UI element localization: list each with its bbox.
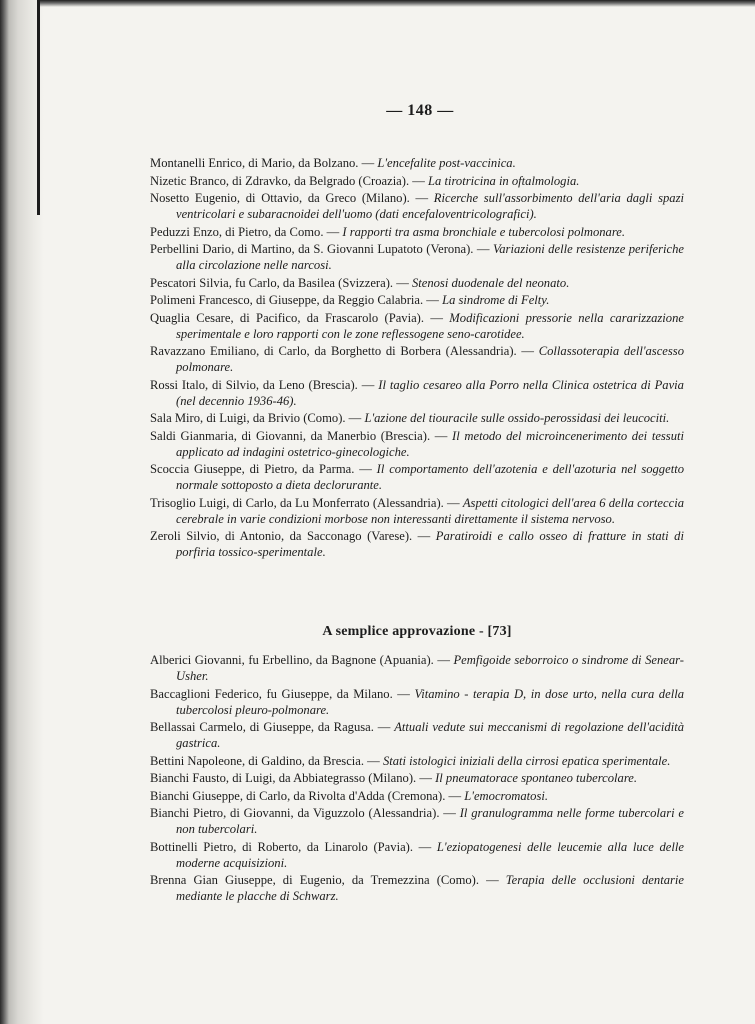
page-number: — 148 — bbox=[386, 102, 454, 119]
thesis-entry bbox=[150, 173, 684, 189]
entry-thesis-title: Pemfigoide seborroico o sindrome di Senear-Usher. bbox=[176, 653, 684, 683]
thesis-entry bbox=[150, 788, 684, 804]
entry-author: Alberici Giovanni, fu Erbellino, da Bagnone (Apuania). — bbox=[150, 653, 450, 667]
entry-thesis-title: Il granulogramma nelle forme tubercolari e non tubercolari. bbox=[176, 806, 685, 836]
entry-thesis-title: I rapporti tra asma bronchiale e tubercolosi polmonare. bbox=[342, 224, 626, 239]
entry-thesis-title: L'encefalite post-vaccinica. bbox=[377, 156, 516, 170]
thesis-entry bbox=[150, 377, 684, 409]
entry-author: Trisoglio Luigi, di Carlo, da Lu Monferrato (Alessandria). — bbox=[150, 495, 460, 510]
entry-thesis-title: Stati istologici iniziali della cirrosi epatica sperimentale. bbox=[382, 753, 671, 768]
thesis-entry bbox=[150, 495, 684, 527]
entry-author: Saldi Gianmaria, di Giovanni, da Manerbio (Brescia). — bbox=[150, 428, 448, 443]
entry-author: Bettini Napoleone, di Galdino, da Brescia. — bbox=[150, 753, 380, 768]
thesis-list-part2 bbox=[150, 652, 684, 906]
entry-author: Ravazzano Emiliano, di Carlo, da Borghetto di Borbera (Alessandria). — bbox=[150, 344, 534, 358]
entry-thesis-title: Vitamino - terapia D, in dose urto, nella cura della tubercolosi pleuro-polmonare. bbox=[176, 686, 684, 717]
thesis-entry bbox=[150, 275, 684, 291]
entry-author: Perbellini Dario, di Martino, da S. Giovanni Lupatoto (Verona). — bbox=[150, 242, 490, 256]
entry-author: Montanelli Enrico, di Mario, da Bolzano. — bbox=[150, 156, 375, 170]
thesis-entry bbox=[150, 292, 684, 308]
thesis-entry bbox=[150, 652, 684, 684]
entry-thesis-title: Ricerche sull'assorbimento dell'aria dagli spazi ventricolari e subaracnoidei dell'uomo (dati encefaloventricolografici). bbox=[176, 191, 684, 221]
entry-author: Sala Miro, di Luigi, da Brivio (Como). — bbox=[150, 411, 362, 425]
entry-thesis-title: Il comportamento dell'azotenia e dell'azoturia nel soggetto normale sottoposto a dieta declorurante. bbox=[176, 462, 684, 492]
entry-thesis-title: La tirotricina in oftalmologia. bbox=[428, 173, 580, 188]
entry-author: Quaglia Cesare, di Pacifico, da Frascarolo (Pavia). — bbox=[150, 310, 443, 325]
entry-author: Scoccia Giuseppe, di Pietro, da Parma. — bbox=[150, 462, 372, 476]
thesis-entry bbox=[150, 872, 684, 904]
section-heading: A semplice approvazione - [73] bbox=[322, 624, 512, 639]
entry-thesis-title: La sindrome di Felty. bbox=[442, 293, 550, 307]
entry-author: Nizetic Branco, di Zdravko, da Belgrado (Croazia). — bbox=[150, 173, 425, 188]
thesis-entry bbox=[150, 343, 684, 375]
entry-thesis-title: Aspetti citologici dell'area 6 della corteccia cerebrale in varie condizioni morbose non interessanti direttamente il sistema nervoso. bbox=[176, 495, 684, 526]
entry-author: Peduzzi Enzo, di Pietro, da Como. — bbox=[150, 224, 340, 239]
entry-thesis-title: Attuali vedute sui meccanismi di regolazione dell'acidità gastrica. bbox=[176, 720, 684, 750]
thesis-entry bbox=[150, 428, 684, 460]
entry-thesis-title: Il taglio cesareo alla Porro nella Clinica ostetrica di Pavia (nel decennio 1936-46). bbox=[176, 377, 684, 408]
entry-author: Bianchi Giuseppe, di Carlo, da Rivolta d'Adda (Cremona). — bbox=[150, 788, 462, 803]
entry-author: Polimeni Francesco, di Giuseppe, da Reggio Calabria. — bbox=[150, 293, 439, 307]
thesis-entry bbox=[150, 805, 684, 837]
thesis-entry bbox=[150, 410, 684, 426]
thesis-entry bbox=[150, 190, 684, 222]
entry-author: Brenna Gian Giuseppe, di Eugenio, da Tremezzina (Como). — bbox=[150, 873, 499, 887]
thesis-entry bbox=[150, 461, 684, 493]
entry-author: Rossi Italo, di Silvio, da Leno (Brescia). — bbox=[150, 377, 375, 392]
thesis-list-part1 bbox=[150, 155, 684, 562]
entry-author: Bianchi Fausto, di Luigi, da Abbiategrasso (Milano). — bbox=[150, 771, 432, 785]
entry-thesis-title: Collassoterapia dell'ascesso polmonare. bbox=[176, 344, 684, 374]
thesis-entry bbox=[150, 839, 684, 871]
thesis-entry bbox=[150, 753, 684, 769]
thesis-entry bbox=[150, 528, 684, 560]
thesis-entry bbox=[150, 310, 684, 342]
entry-author: Bianchi Pietro, di Giovanni, da Viguzzolo (Alessandria). — bbox=[150, 806, 456, 820]
thesis-entry bbox=[150, 224, 684, 240]
entry-author: Bottinelli Pietro, di Roberto, da Linarolo (Pavia). — bbox=[150, 839, 432, 854]
entry-thesis-title: Stenosi duodenale del neonato. bbox=[411, 275, 570, 290]
thesis-entry bbox=[150, 770, 684, 786]
entry-thesis-title: Il pneumatorace spontaneo tubercolare. bbox=[435, 771, 638, 785]
entry-author: Pescatori Silvia, fu Carlo, da Basilea (Svizzera). — bbox=[150, 275, 409, 290]
entry-thesis-title: L'eziopatogenesi delle leucemie alla luce delle moderne acquisizioni. bbox=[176, 839, 684, 870]
thesis-entry bbox=[150, 155, 684, 171]
entry-thesis-title: Variazioni delle resistenze periferiche alla circolazione nelle narcosi. bbox=[176, 242, 684, 272]
entry-author: Baccaglioni Federico, fu Giuseppe, da Milano. — bbox=[150, 686, 410, 701]
top-edge-shadow bbox=[40, 0, 755, 7]
entry-thesis-title: L'emocromatosi. bbox=[464, 788, 549, 803]
thesis-entry bbox=[150, 719, 684, 751]
thesis-entry bbox=[150, 241, 684, 273]
entry-thesis-title: Il metodo del microincenerimento dei tessuti applicato ad indagini ostetrico-ginecologiche. bbox=[176, 428, 685, 459]
entry-author: Nosetto Eugenio, di Ottavio, da Greco (Milano). — bbox=[150, 191, 429, 205]
entry-thesis-title: Modificazioni pressorie nella cararizzazione sperimentale e loro rapporti con le zone reflessogene seno-carotidee. bbox=[176, 310, 684, 341]
entry-thesis-title: L'azione del tiouracile sulle ossido-perossidasi dei leucociti. bbox=[364, 411, 670, 425]
entry-thesis-title: Terapia delle occlusioni dentarie mediante le placche di Schwarz. bbox=[176, 873, 684, 903]
entry-author: Bellassai Carmelo, di Giuseppe, da Ragusa. — bbox=[150, 720, 391, 734]
entry-thesis-title: Paratiroidi e callo osseo di fratture in stati di porfiria tossico-sperimentale. bbox=[176, 529, 684, 559]
entry-author: Zeroli Silvio, di Antonio, da Sacconago (Varese). — bbox=[150, 529, 431, 543]
thesis-entry bbox=[150, 686, 684, 718]
